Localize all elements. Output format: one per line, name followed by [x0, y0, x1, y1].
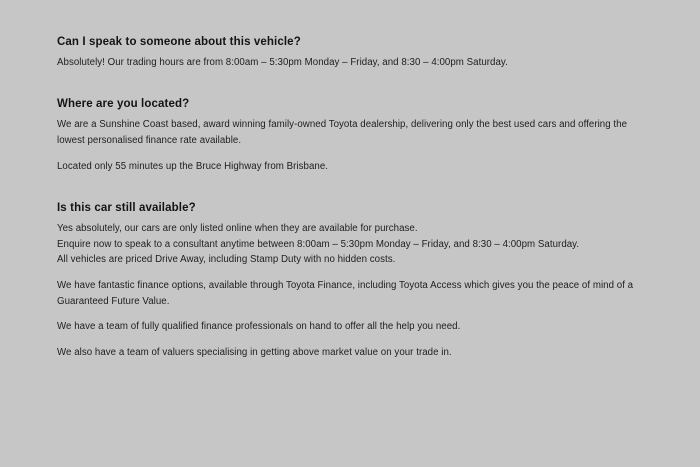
faq-paragraph: We are a Sunshine Coast based, award winning family-owned Toyota dealership, delivering only the best used cars and offering the lowest personalised finance rate available.: [57, 119, 628, 146]
faq-heading: Where are you located?: [57, 98, 190, 111]
faq-paragraph: Yes absolutely, our cars are only listed online when they are available for purchase.: [57, 222, 418, 234]
faq-paragraph: Enquire now to speak to a consultant anytime between 8:00am – 5:30pm Monday – Friday, and 8:30 – 4:00pm Saturday.: [57, 238, 580, 250]
faq-section-speak-to-someone: [57, 34, 647, 70]
faq-document: [57, 34, 647, 361]
faq-heading: Is this car still available?: [57, 202, 196, 215]
faq-paragraph: Absolutely! Our trading hours are from 8:00am – 5:30pm Monday – Friday, and 8:30 – 4:00pm Saturday.: [57, 56, 508, 68]
faq-paragraph: We also have a team of valuers specialising in getting above market value on your trade in.: [57, 347, 452, 359]
faq-paragraph: We have fantastic finance options, available through Toyota Finance, including Toyota Access which gives you the peace of mind of a Guaranteed Future Value.: [57, 280, 634, 307]
faq-paragraph-group: [57, 221, 647, 268]
faq-section-availability: [57, 200, 647, 361]
faq-paragraph: Located only 55 minutes up the Bruce Highway from Brisbane.: [57, 160, 329, 172]
faq-section-location: [57, 96, 647, 174]
faq-paragraph: All vehicles are priced Drive Away, including Stamp Duty with no hidden costs.: [57, 254, 396, 266]
faq-heading: Can I speak to someone about this vehicle?: [57, 36, 301, 48]
faq-paragraph: We have a team of fully qualified finance professionals on hand to offer all the help you need.: [57, 321, 461, 333]
